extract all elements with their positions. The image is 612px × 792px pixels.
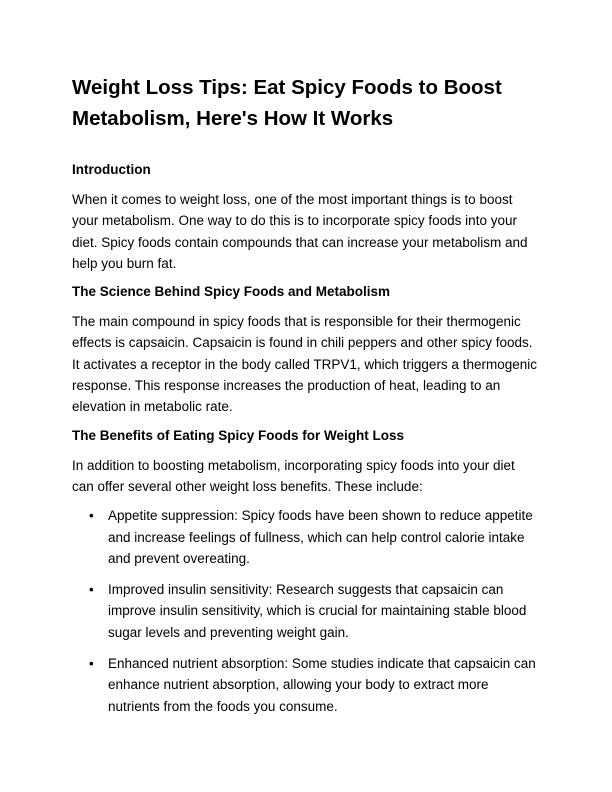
section-benefits bbox=[72, 426, 540, 717]
document-page bbox=[72, 72, 540, 727]
section-science bbox=[72, 282, 540, 417]
section-heading: Introduction bbox=[72, 162, 151, 177]
benefits-list bbox=[72, 505, 540, 717]
section-heading: The Science Behind Spicy Foods and Metabolism bbox=[72, 284, 391, 300]
section-paragraph: When it comes to weight loss, one of the most important things is to boost your metabolism. One way to do this is to incorporate spicy foods into your diet. Spicy foods contain compounds that can increase your metabolism and help you burn fat. bbox=[72, 192, 528, 271]
document-title: Weight Loss Tips: Eat Spicy Foods to Boost Metabolism, Here's How It Works bbox=[72, 76, 502, 130]
section-heading: The Benefits of Eating Spicy Foods for Weight Loss bbox=[72, 427, 405, 443]
list-item bbox=[72, 579, 540, 643]
section-introduction bbox=[72, 160, 540, 274]
list-item-text: Appetite suppression: Spicy foods have been shown to reduce appetite and increase feelings of fullness, which can help control calorie intake and prevent overeating. bbox=[108, 508, 533, 566]
bullet-icon: • bbox=[89, 656, 94, 672]
list-item-text: Improved insulin sensitivity: Research suggests that capsaicin can improve insulin sensitivity, which is crucial for maintaining stable blood sugar levels and preventing weight gain. bbox=[108, 582, 527, 640]
bullet-icon: • bbox=[89, 508, 94, 524]
section-paragraph: The main compound in spicy foods that is responsible for their thermogenic effects is capsaicin. Capsaicin is found in chili peppers and other spicy foods. It activates a receptor in the body called TRPV1, which triggers a thermogenic response. This response increases the production of heat, leading to an elevation in metabolic rate. bbox=[72, 314, 537, 415]
list-item bbox=[72, 653, 540, 717]
list-item-text: Enhanced nutrient absorption: Some studies indicate that capsaicin can enhance nutrient absorption, allowing your body to extract more nutrients from the foods you consume. bbox=[108, 656, 536, 714]
section-paragraph: In addition to boosting metabolism, incorporating spicy foods into your diet can offer several other weight loss benefits. These include: bbox=[72, 457, 515, 494]
bullet-icon: • bbox=[89, 582, 94, 598]
list-item bbox=[72, 505, 540, 569]
